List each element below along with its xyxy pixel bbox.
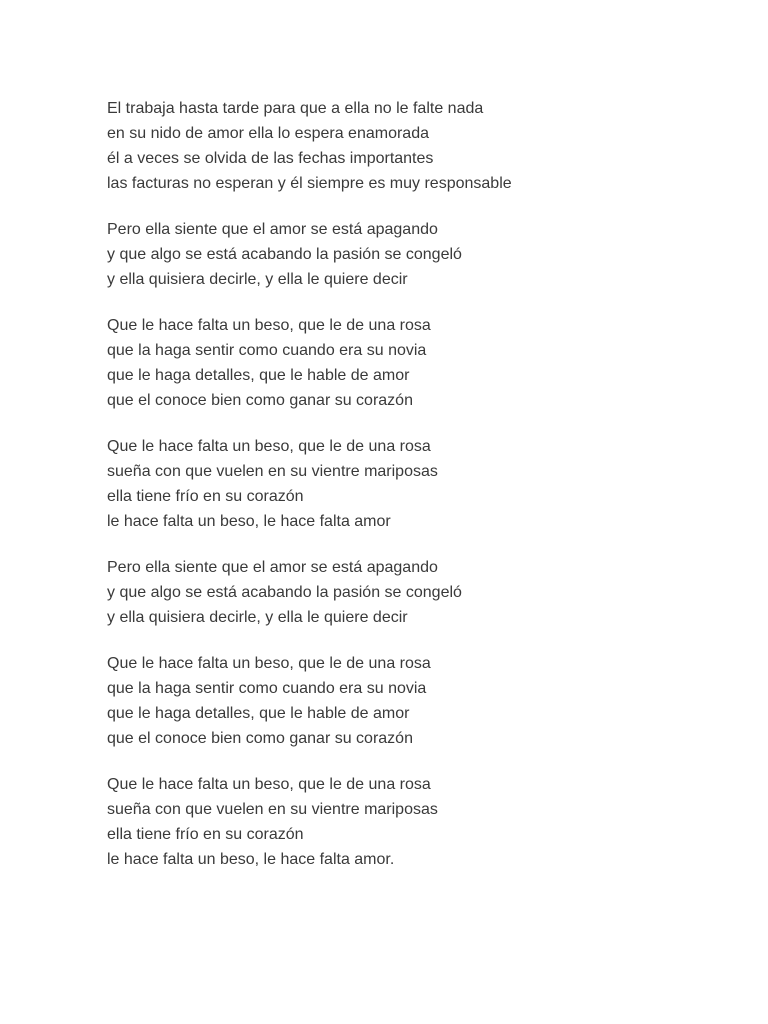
lyric-line: que la haga sentir como cuando era su novia — [107, 680, 427, 697]
lyric-line: que le haga detalles, que le hable de amor — [107, 705, 410, 722]
lyric-line: Que le hace falta un beso, que le de una rosa — [107, 776, 431, 793]
lyric-line: Pero ella siente que el amor se está apagando — [107, 221, 438, 238]
lyrics-body — [107, 96, 747, 893]
lyric-line: él a veces se olvida de las fechas importantes — [107, 150, 434, 167]
stanza-5 — [107, 555, 747, 630]
lyric-line: Pero ella siente que el amor se está apagando — [107, 559, 438, 576]
lyric-line: que el conoce bien como ganar su corazón — [107, 392, 413, 409]
lyric-line: le hace falta un beso, le hace falta amor. — [107, 851, 395, 868]
lyric-line: que la haga sentir como cuando era su novia — [107, 342, 427, 359]
lyric-line: y ella quisiera decirle, y ella le quiere decir — [107, 271, 408, 288]
stanza-6 — [107, 651, 747, 751]
stanza-3 — [107, 313, 747, 413]
lyric-line: Que le hace falta un beso, que le de una rosa — [107, 655, 431, 672]
lyric-line: Que le hace falta un beso, que le de una rosa — [107, 438, 431, 455]
lyric-line: que le haga detalles, que le hable de amor — [107, 367, 410, 384]
lyric-line: sueña con que vuelen en su vientre mariposas — [107, 801, 438, 818]
lyric-line: El trabaja hasta tarde para que a ella no le falte nada — [107, 100, 484, 117]
lyric-line: que el conoce bien como ganar su corazón — [107, 730, 413, 747]
stanza-1 — [107, 96, 747, 196]
lyric-line: le hace falta un beso, le hace falta amor — [107, 513, 391, 530]
lyric-line: sueña con que vuelen en su vientre mariposas — [107, 463, 438, 480]
stanza-4 — [107, 434, 747, 534]
lyric-line: en su nido de amor ella lo espera enamorada — [107, 125, 429, 142]
lyric-line: y que algo se está acabando la pasión se congeló — [107, 246, 462, 263]
stanza-2 — [107, 217, 747, 292]
lyric-line: Que le hace falta un beso, que le de una rosa — [107, 317, 431, 334]
lyric-line: ella tiene frío en su corazón — [107, 826, 304, 843]
lyric-line: las facturas no esperan y él siempre es muy responsable — [107, 175, 512, 192]
stanza-7 — [107, 772, 747, 872]
lyric-line: y ella quisiera decirle, y ella le quiere decir — [107, 609, 408, 626]
lyric-line: ella tiene frío en su corazón — [107, 488, 304, 505]
lyric-line: y que algo se está acabando la pasión se congeló — [107, 584, 462, 601]
